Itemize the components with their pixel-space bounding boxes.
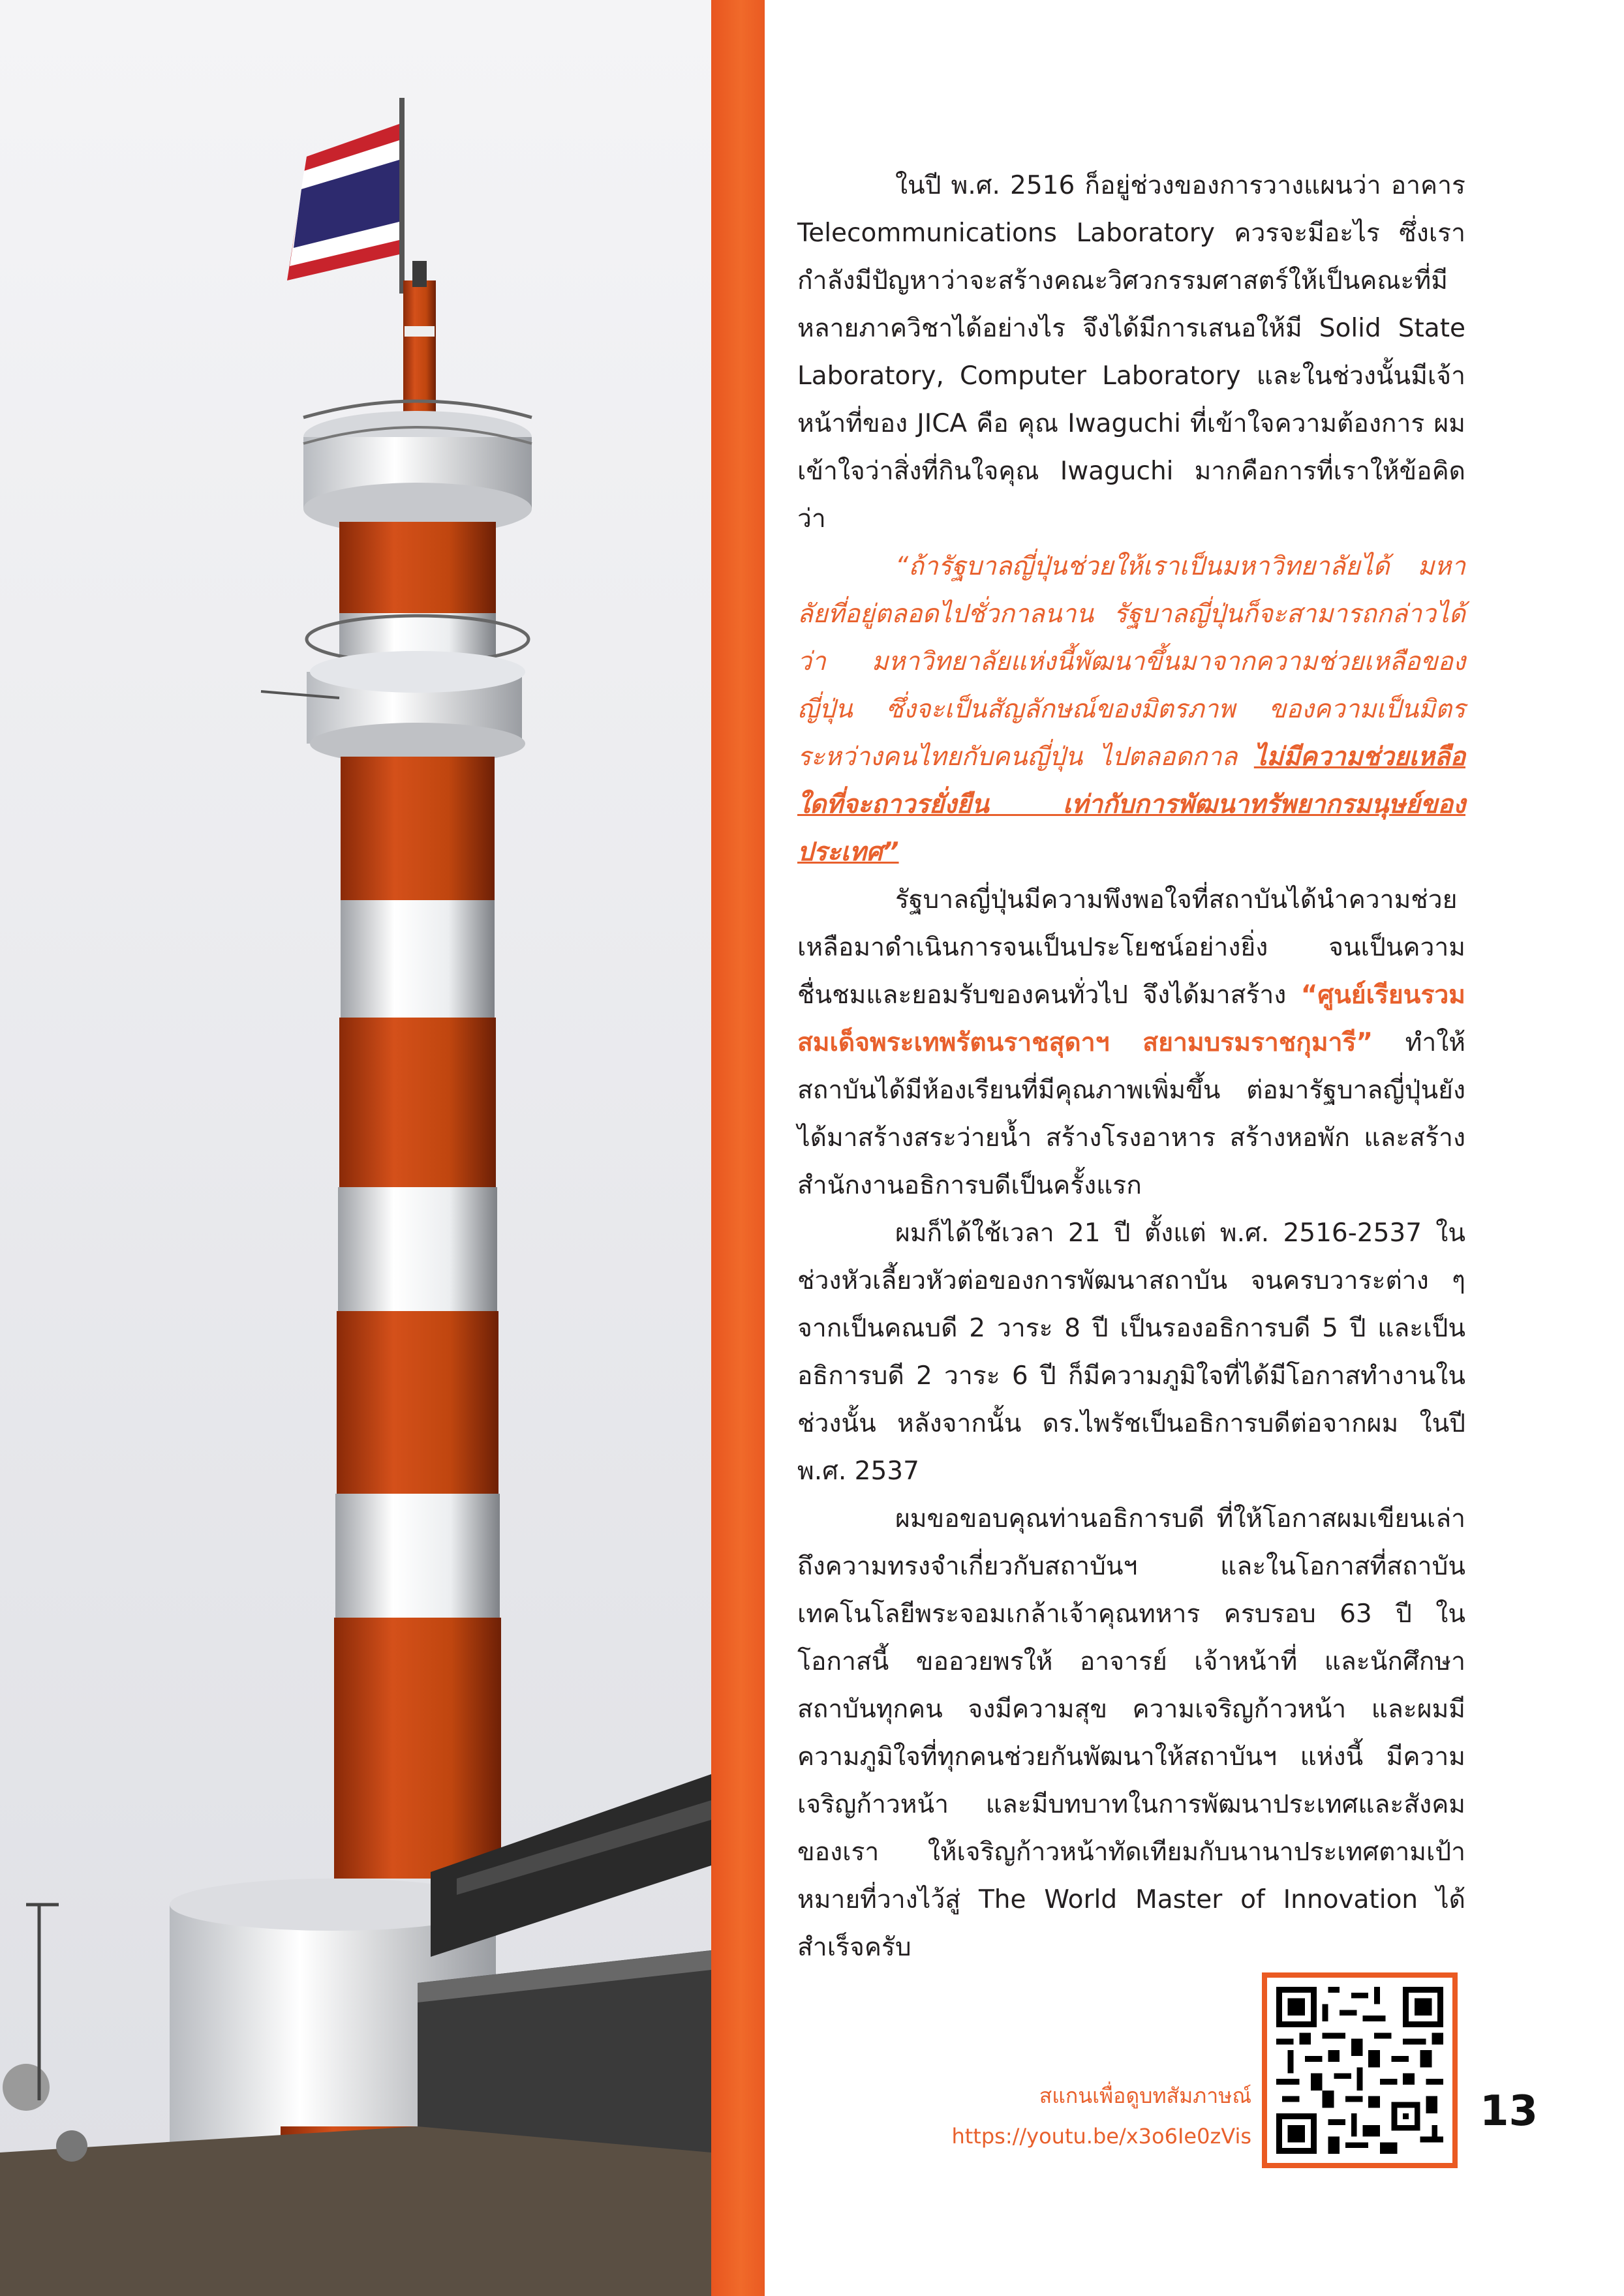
page-number: 13 — [1480, 2087, 1539, 2136]
quote-block — [797, 543, 1465, 876]
paragraph-2-end: ทำให้สถาบันได้มีห้องเรียนที่มีคุณภาพเพิ่มขึ้น ต่อมารัฐบาลญี่ปุ่นยังได้มาสร้างสระว่ายน้ำ สร้างโรงอาหาร สร้างหอพัก และสร้างสำนักงานอธิการบดีเป็นครั้งแรก — [797, 1028, 1465, 1200]
qr-code[interactable] — [1262, 1972, 1458, 2168]
quote-emphasis: ไม่มีความช่วยเหลือใดที่จะถาวรยั่งยืน เท่ากับการพัฒนาทรัพยากรมนุษย์ของประเทศ” — [797, 742, 1465, 867]
paragraph-1: ในปี พ.ศ. 2516 ก็อยู่ช่วงของการวางแผนว่า อาคาร Telecommunications Laboratory ควรจะมีอะไร ซึ่งเรากำลังมีปัญหาว่าจะสร้างคณะวิศวกรรมศาสตร์ให้เป็นคณะที่มีหลายภาควิชาได้อย่างไร จึงได้มีการเสนอให้มี Solid State Laboratory, Computer Laboratory และในช่วงนั้นมีเจ้าหน้าที่ของ JICA คือ คุณ Iwaguchi ที่เข้าใจความต้องการ ผมเข้าใจว่าสิ่งที่กินใจคุณ Iwaguchi มากคือการที่เราให้ข้อคิดว่า — [797, 171, 1465, 534]
qr-code-icon — [1276, 1987, 1443, 2154]
learning-center-name: “ศูนย์เรียนรวมสมเด็จพระเทพรัตนราชสุดาฯ สยามบรมราชกุมารี” — [797, 980, 1465, 1057]
video-link[interactable]: https://youtu.be/x3o6Ie0zVis — [951, 2124, 1251, 2149]
paragraph-3: ผมก็ได้ใช้เวลา 21 ปี ตั้งแต่ พ.ศ. 2516-2537 ในช่วงหัวเลี้ยวหัวต่อของการพัฒนาสถาบัน จนครบวาระต่าง ๆ จากเป็นคณบดี 2 วาระ 8 ปี เป็นรองอธิการบดี 5 ปี และเป็นอธิการบดี 2 วาระ 6 ปี ก็มีความภูมิใจที่ได้มีโอกาสทำงานในช่วงนั้น หลังจากนั้น ดร.ไพรัชเป็นอธิการบดีต่อจากผม ในปี พ.ศ. 2537 — [797, 1218, 1465, 1486]
paragraph-4: ผมขอขอบคุณท่านอธิการบดี ที่ให้โอกาสผมเขียนเล่าถึงความทรงจำเกี่ยวกับสถาบันฯ และในโอกาสที่สถาบันเทคโนโลยีพระจอมเกล้าเจ้าคุณทหาร ครบรอบ 63 ปี ในโอกาสนี้ ขออวยพรให้ อาจารย์ เจ้าหน้าที่ และนักศึกษาสถาบันทุกคน จงมีความสุข ความเจริญก้าวหน้า และผมมีความภูมิใจที่ทุกคนช่วยกันพัฒนาให้สถาบันฯ แห่งนี้ มีความเจริญก้าวหน้า และมีบทบาทในการพัฒนาประเทศและสังคมของเรา ให้เจริญก้าวหน้าทัดเทียมกับนานาประเทศตามเป้าหมายที่วางไว้สู่ The World Master of Innovation ได้สำเร็จครับ — [797, 1504, 1465, 1962]
paragraph-2 — [797, 876, 1465, 1209]
radio-tower-illustration — [0, 0, 711, 2296]
paragraph-2-start: รัฐบาลญี่ปุ่นมีความพึงพอใจที่สถาบันได้นำความช่วยเหลือมาดำเนินการจนเป็นประโยชน์อย่างยิ่ง จนเป็นความชื่นชมและยอมรับของคนทั่วไป จึงได้มาสร้าง — [797, 885, 1465, 1010]
tower-photo — [0, 0, 711, 2296]
accent-stripe — [711, 0, 765, 2296]
quote-text: “ถ้ารัฐบาลญี่ปุ่นช่วยให้เราเป็นมหาวิทยาลัยได้ มหาลัยที่อยู่ตลอดไปชั่วกาลนาน รัฐบาลญี่ปุ่นก็จะสามารถกล่าวได้ว่า มหาวิทยาลัยแห่งนี้พัฒนาขึ้นมาจากความช่วยเหลือของญี่ปุ่น ซึ่งจะเป็นสัญลักษณ์ของมิตรภาพ ของความเป็นมิตรระหว่างคนไทยกับคนญี่ปุ่น ไปตลอดกาล — [797, 552, 1465, 772]
qr-caption: สแกนเพื่อดูบทสัมภาษณ์ — [1039, 2083, 1251, 2108]
article-body — [797, 162, 1465, 1971]
